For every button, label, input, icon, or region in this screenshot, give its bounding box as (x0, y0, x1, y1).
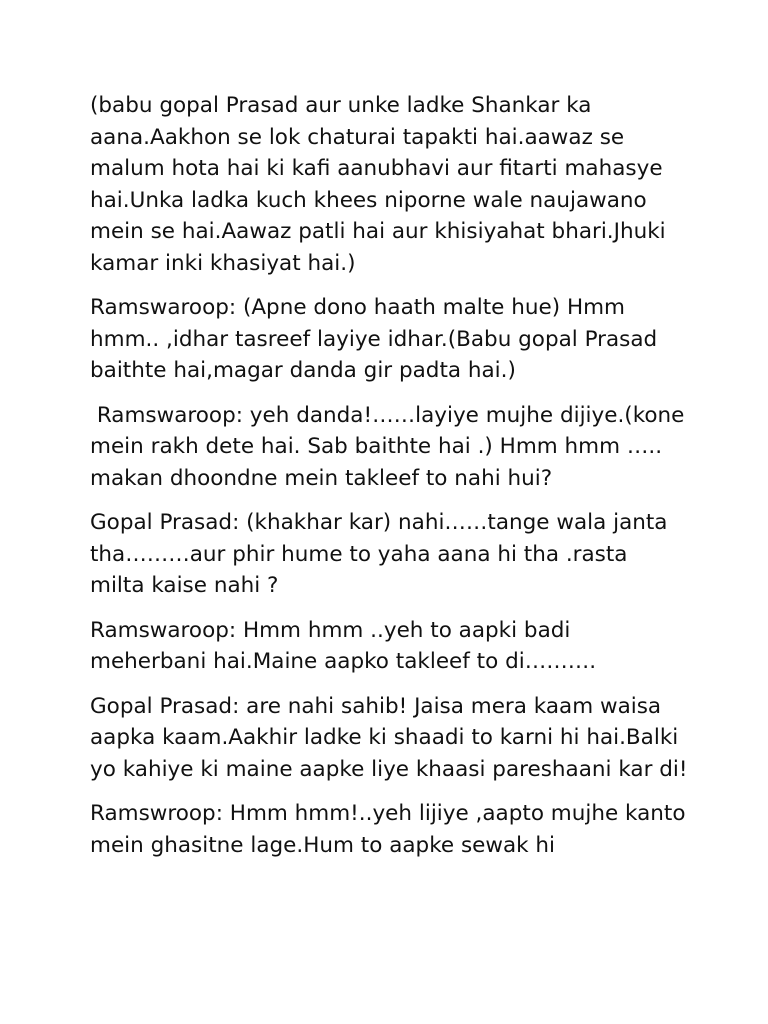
paragraph-gopal-prasad-1: Gopal Prasad: (khakhar kar) nahi……tange wala janta tha………aur phir hume to yaha aana hi tha .rasta milta kaise nahi ? (90, 510, 675, 598)
paragraph-ramswroop-4: Ramswroop: Hmm hmm!..yeh lijiye ,aapto mujhe kanto mein ghasitne lage.Hum to aapke sewak hi (90, 801, 693, 858)
paragraph-ramswaroop-3: Ramswaroop: Hmm hmm ..yeh to aapki badi meherbani hai.Maine aapko takleef to di………. (90, 617, 597, 674)
paragraph-ramswaroop-1: Ramswaroop: (Apne dono haath malte hue) Hmm hmm.. ,idhar tasreef layiye idhar.(Babu gopal Prasad baithte hai,magar danda gir padta hai.) (90, 295, 665, 383)
paragraph-stage-direction: (babu gopal Prasad aur unke ladke Shankar ka aana.Aakhon se lok chaturai tapakti hai.aawaz se malum hota hai ki kafi aanubhavi aur fitarti mahasye hai.Unka ladka kuch khees niporne wale naujawano mein se hai.Aawaz patli hai aur khisiyahat bhari.Jhuki kamar inki khasiyat hai.) (90, 93, 673, 276)
paragraph-ramswaroop-2: Ramswaroop: yeh danda!……layiye mujhe dijiye.(kone mein rakh dete hai. Sab baithte hai .) Hmm hmm ….. makan dhoondne mein takleef to nahi hui? (90, 402, 692, 491)
paragraph-gopal-prasad-2: Gopal Prasad: are nahi sahib! Jaisa mera kaam waisa aapka kaam.Aakhir ladke ki shaadi to karni hi hai.Balki yo kahiye ki maine aapke liye khaasi pareshaani kar di! (90, 693, 688, 782)
